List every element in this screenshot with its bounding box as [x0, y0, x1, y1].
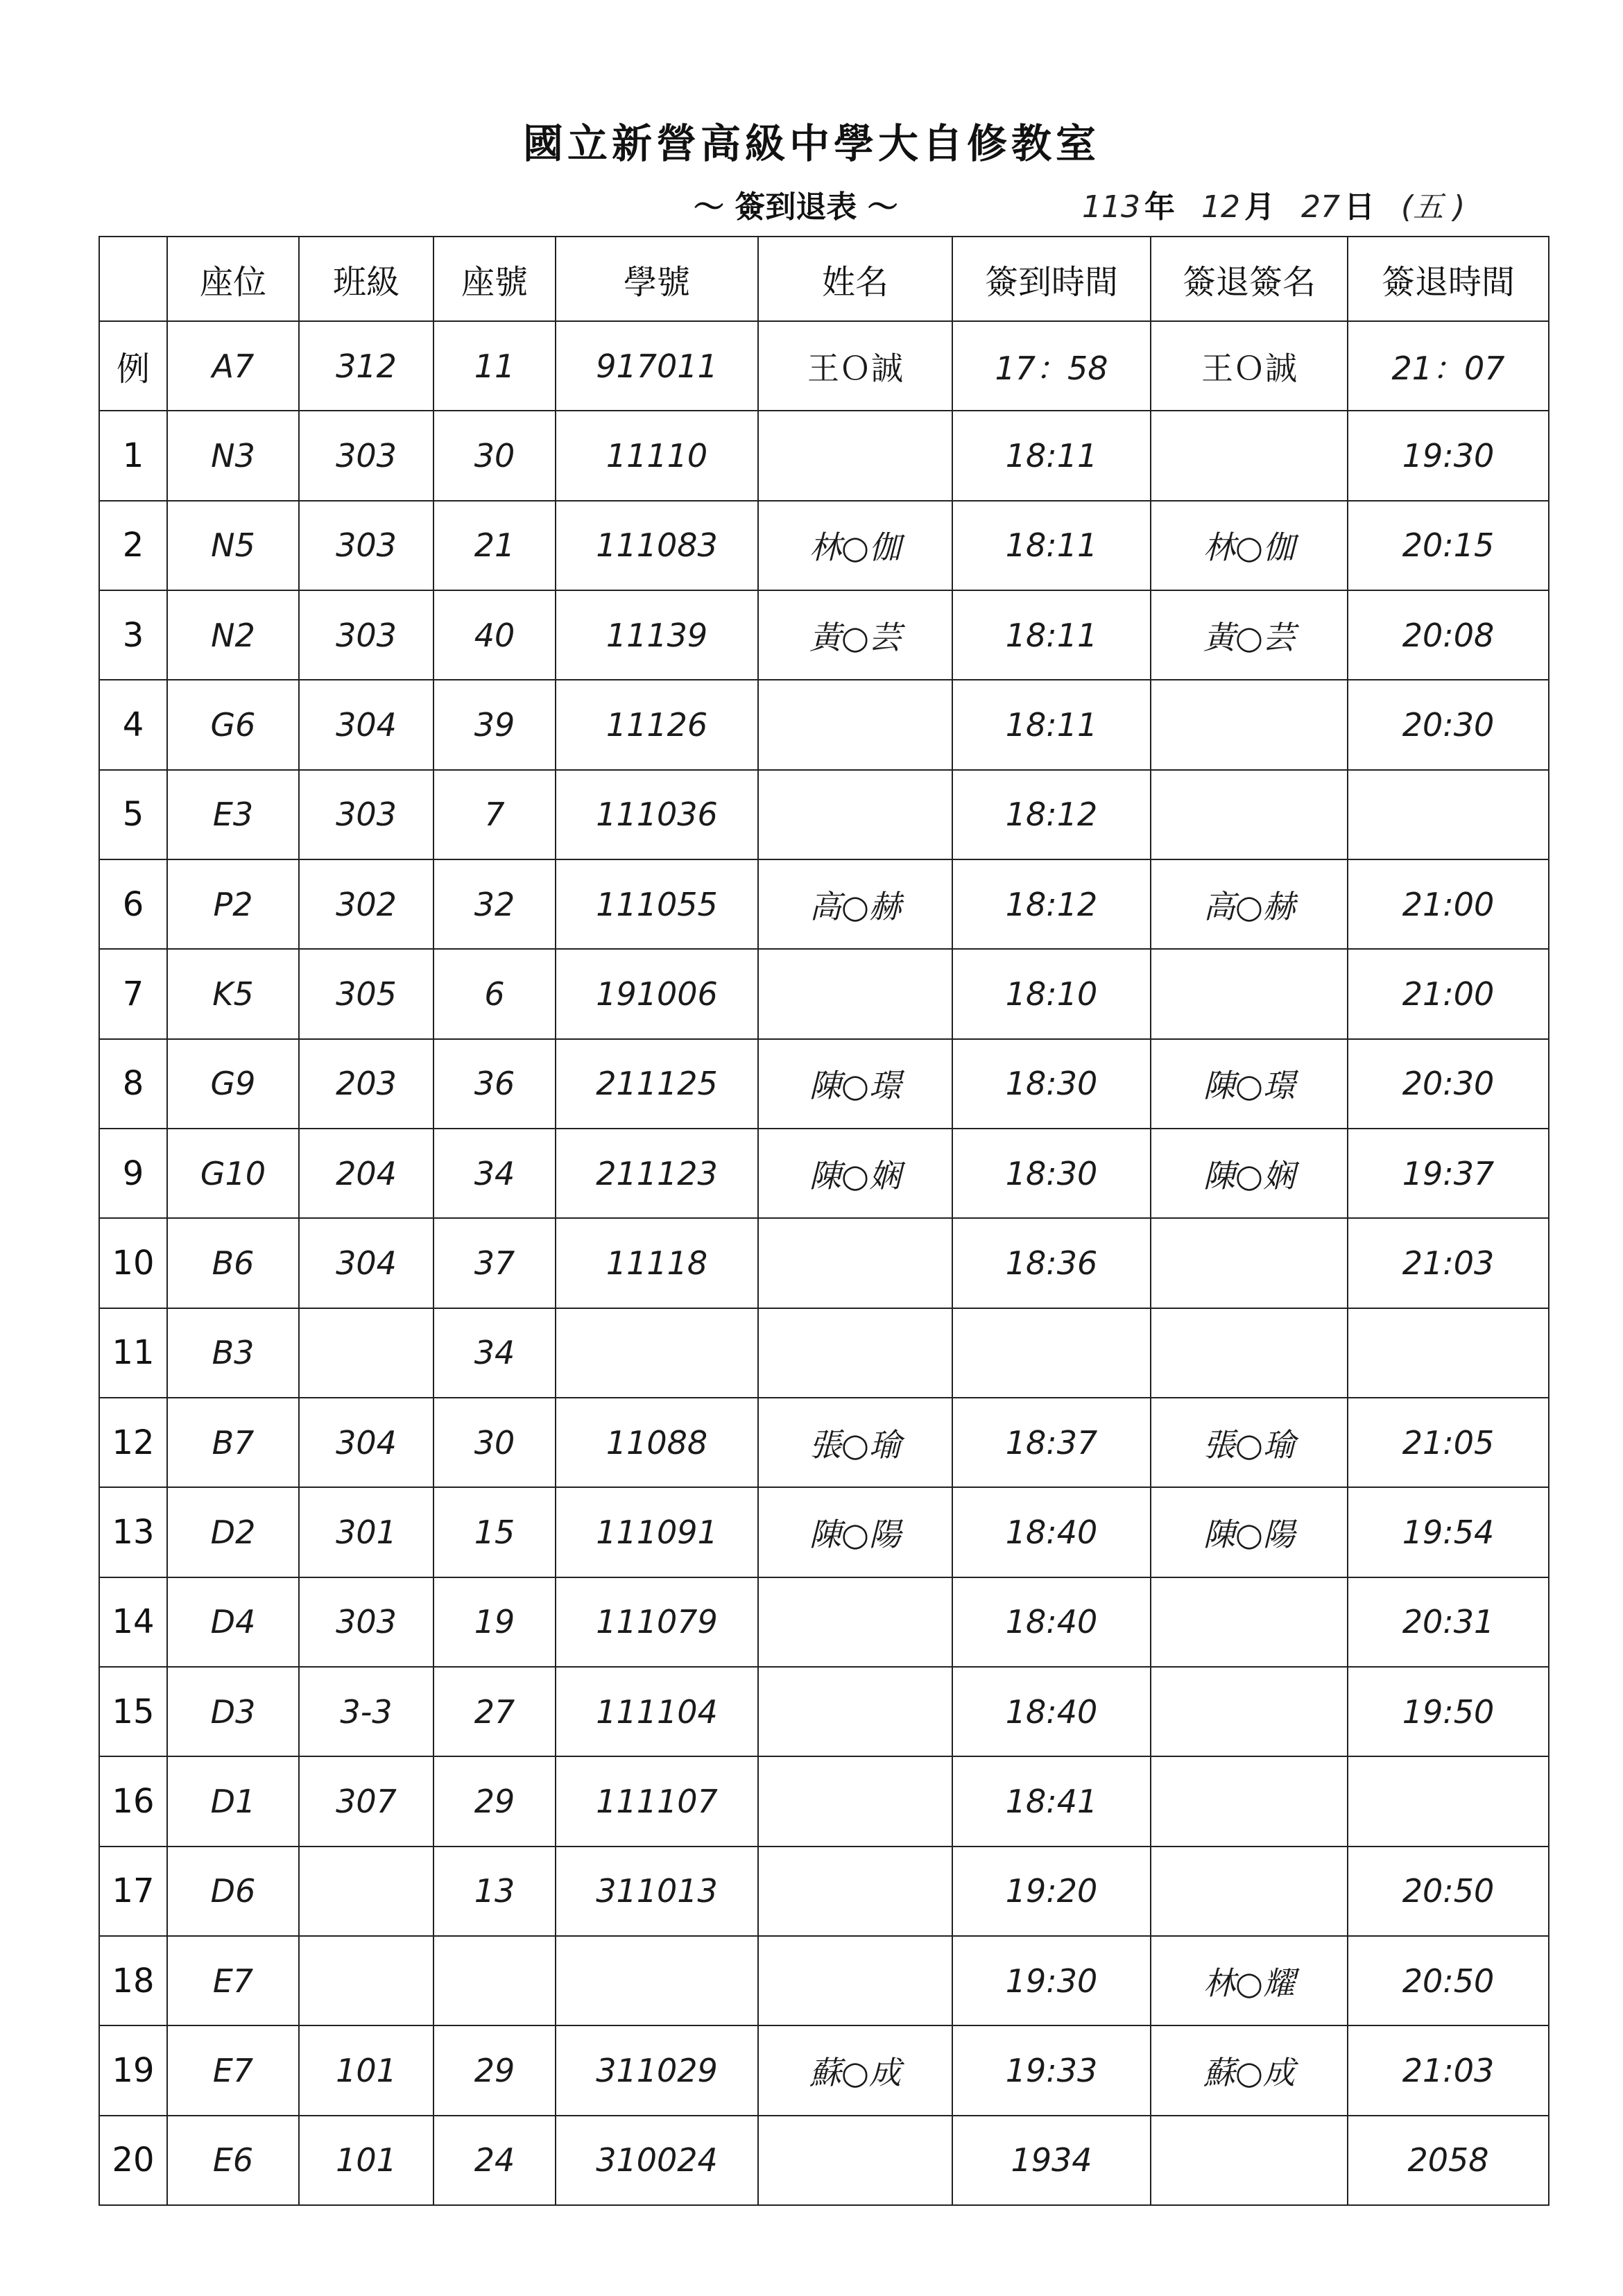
class-cell: 203 [299, 1039, 433, 1129]
class-cell [299, 1847, 433, 1936]
seat-number-cell: 6 [433, 949, 556, 1038]
sign-in-time-cell: 18:40 [952, 1487, 1151, 1577]
name-cell [758, 1936, 952, 2025]
sign-out-signature-cell: 黃○芸 [1151, 590, 1348, 680]
date-month: 12 [1201, 189, 1240, 225]
name-cell: 高○赫 [758, 859, 952, 949]
table-row [99, 1667, 1549, 1756]
class-cell: 307 [299, 1756, 433, 1846]
seat-cell: N3 [167, 411, 299, 500]
form-date [1082, 182, 1465, 226]
sign-out-time-cell: 21:03 [1348, 1218, 1549, 1308]
seat-number-cell: 39 [433, 680, 556, 769]
seat-cell: D2 [167, 1487, 299, 1577]
name-cell: 陳○陽 [758, 1487, 952, 1577]
sign-in-time-cell: 1934 [952, 2116, 1151, 2205]
sign-out-signature-cell: 林○耀 [1151, 1936, 1348, 2025]
sign-in-time-cell: 18:12 [952, 859, 1151, 949]
name-cell: 蘇○成 [758, 2025, 952, 2115]
sign-in-time-cell: 18:41 [952, 1756, 1151, 1846]
row-index: 5 [99, 770, 167, 859]
student-id-cell: 917011 [556, 321, 758, 411]
table-row [99, 1577, 1549, 1667]
seat-number-cell: 29 [433, 2025, 556, 2115]
date-month-label: 月 [1244, 189, 1275, 225]
sign-out-signature-cell [1151, 1218, 1348, 1308]
row-index: 例 [99, 321, 167, 411]
date-day: 27 [1300, 189, 1340, 225]
table-row [99, 411, 1549, 500]
table-row [99, 680, 1549, 769]
name-cell [758, 1218, 952, 1308]
seat-cell: D1 [167, 1756, 299, 1846]
class-cell: 303 [299, 590, 433, 680]
sign-in-time-cell: 18:37 [952, 1398, 1151, 1487]
table-row [99, 1039, 1549, 1129]
seat-number-cell: 34 [433, 1308, 556, 1398]
student-id-cell: 211125 [556, 1039, 758, 1129]
row-index: 7 [99, 949, 167, 1038]
header-index [99, 237, 167, 321]
name-cell [758, 770, 952, 859]
sign-in-time-cell [952, 1308, 1151, 1398]
sign-out-signature-cell: 高○赫 [1151, 859, 1348, 949]
row-index: 10 [99, 1218, 167, 1308]
seat-number-cell: 13 [433, 1847, 556, 1936]
sign-in-time-cell: 19:30 [952, 1936, 1151, 2025]
header-student-id: 學號 [556, 237, 758, 321]
name-cell [758, 1577, 952, 1667]
sign-out-signature-cell: 陳○璟 [1151, 1039, 1348, 1129]
sign-out-time-cell: 20:31 [1348, 1577, 1549, 1667]
sign-out-time-cell: 20:50 [1348, 1936, 1549, 2025]
sign-out-time-cell: 21:00 [1348, 859, 1549, 949]
student-id-cell: 111055 [556, 859, 758, 949]
table-row [99, 1756, 1549, 1846]
header-sign-out-time: 簽退時間 [1348, 237, 1549, 321]
date-weekday: (五 ) [1400, 189, 1466, 225]
sign-out-signature-cell [1151, 680, 1348, 769]
class-cell: 302 [299, 859, 433, 949]
table-row [99, 1308, 1549, 1398]
student-id-cell: 11139 [556, 590, 758, 680]
seat-number-cell: 30 [433, 1398, 556, 1487]
name-cell [758, 680, 952, 769]
class-cell: 304 [299, 1398, 433, 1487]
sign-in-time-cell: 18:10 [952, 949, 1151, 1038]
table-row [99, 2025, 1549, 2115]
sign-out-signature-cell [1151, 770, 1348, 859]
student-id-cell: 311029 [556, 2025, 758, 2115]
seat-cell: N2 [167, 590, 299, 680]
sign-out-time-cell: 20:15 [1348, 501, 1549, 590]
student-id-cell: 311013 [556, 1847, 758, 1936]
row-index: 19 [99, 2025, 167, 2115]
table-row [99, 1129, 1549, 1218]
seat-cell: E7 [167, 1936, 299, 2025]
class-cell: 204 [299, 1129, 433, 1218]
sign-out-signature-cell [1151, 1756, 1348, 1846]
subtitle-row [694, 182, 1568, 230]
table-row [99, 1218, 1549, 1308]
sign-out-signature-cell [1151, 949, 1348, 1038]
sign-out-signature-cell: 陳○陽 [1151, 1487, 1348, 1577]
row-index: 1 [99, 411, 167, 500]
seat-number-cell: 34 [433, 1129, 556, 1218]
header-class: 班級 [299, 237, 433, 321]
student-id-cell: 111079 [556, 1577, 758, 1667]
seat-number-cell: 29 [433, 1756, 556, 1846]
student-id-cell: 111036 [556, 770, 758, 859]
student-id-cell: 211123 [556, 1129, 758, 1218]
sign-out-signature-cell [1151, 411, 1348, 500]
seat-cell: A7 [167, 321, 299, 411]
class-cell: 101 [299, 2116, 433, 2205]
sign-out-time-cell: 21：07 [1348, 321, 1549, 411]
student-id-cell: 111083 [556, 501, 758, 590]
name-cell: 張○瑜 [758, 1398, 952, 1487]
sign-in-time-cell: 18:30 [952, 1129, 1151, 1218]
sign-out-time-cell: 20:08 [1348, 590, 1549, 680]
seat-cell: E6 [167, 2116, 299, 2205]
sign-in-time-cell: 18:11 [952, 501, 1151, 590]
seat-cell: B7 [167, 1398, 299, 1487]
name-cell: 陳○璟 [758, 1039, 952, 1129]
seat-cell: B6 [167, 1218, 299, 1308]
seat-number-cell: 21 [433, 501, 556, 590]
header-seat: 座位 [167, 237, 299, 321]
seat-number-cell: 27 [433, 1667, 556, 1756]
class-cell: 305 [299, 949, 433, 1038]
name-cell [758, 2116, 952, 2205]
example-row [99, 321, 1549, 411]
class-cell [299, 1308, 433, 1398]
seat-number-cell: 11 [433, 321, 556, 411]
sign-out-signature-cell [1151, 1847, 1348, 1936]
sign-in-time-cell: 18:11 [952, 680, 1151, 769]
sign-out-time-cell: 19:30 [1348, 411, 1549, 500]
seat-cell: D6 [167, 1847, 299, 1936]
seat-cell: G9 [167, 1039, 299, 1129]
row-index: 18 [99, 1936, 167, 2025]
date-year: 113 [1082, 189, 1140, 225]
seat-cell: G6 [167, 680, 299, 769]
row-index: 11 [99, 1308, 167, 1398]
seat-number-cell: 32 [433, 859, 556, 949]
sign-out-time-cell [1348, 1756, 1549, 1846]
name-cell [758, 949, 952, 1038]
header-name: 姓名 [758, 237, 952, 321]
table-row [99, 770, 1549, 859]
class-cell: 101 [299, 2025, 433, 2115]
class-cell: 303 [299, 770, 433, 859]
name-cell: 陳○娴 [758, 1129, 952, 1218]
sign-in-time-cell: 18:11 [952, 590, 1151, 680]
class-cell: 303 [299, 411, 433, 500]
sign-out-time-cell [1348, 1308, 1549, 1398]
table-row [99, 590, 1549, 680]
seat-number-cell: 24 [433, 2116, 556, 2205]
sign-out-signature-cell: 王Ｏ誠 [1151, 321, 1348, 411]
table-row [99, 501, 1549, 590]
seat-number-cell: 36 [433, 1039, 556, 1129]
sign-out-time-cell: 21:00 [1348, 949, 1549, 1038]
name-cell [758, 1308, 952, 1398]
sign-out-time-cell: 19:37 [1348, 1129, 1549, 1218]
header-seat-number: 座號 [433, 237, 556, 321]
sign-out-signature-cell [1151, 1577, 1348, 1667]
sign-in-table [98, 236, 1549, 2206]
sign-out-signature-cell [1151, 2116, 1348, 2205]
row-index: 9 [99, 1129, 167, 1218]
class-cell: 312 [299, 321, 433, 411]
student-id-cell [556, 1936, 758, 2025]
seat-number-cell: 40 [433, 590, 556, 680]
student-id-cell [556, 1308, 758, 1398]
seat-number-cell [433, 1936, 556, 2025]
name-cell: 林○伽 [758, 501, 952, 590]
table-row [99, 1936, 1549, 2025]
seat-cell: E3 [167, 770, 299, 859]
sign-out-signature-cell: 蘇○成 [1151, 2025, 1348, 2115]
student-id-cell: 11126 [556, 680, 758, 769]
table-row [99, 1847, 1549, 1936]
seat-number-cell: 37 [433, 1218, 556, 1308]
sign-in-time-cell: 19:33 [952, 2025, 1151, 2115]
sign-in-time-cell: 18:36 [952, 1218, 1151, 1308]
student-id-cell: 310024 [556, 2116, 758, 2205]
name-cell: 王Ｏ誠 [758, 321, 952, 411]
row-index: 17 [99, 1847, 167, 1936]
sign-in-time-cell: 18:11 [952, 411, 1151, 500]
table-row [99, 859, 1549, 949]
row-index: 14 [99, 1577, 167, 1667]
sign-out-signature-cell [1151, 1667, 1348, 1756]
class-cell: 301 [299, 1487, 433, 1577]
sign-out-signature-cell: 張○瑜 [1151, 1398, 1348, 1487]
seat-cell: B3 [167, 1308, 299, 1398]
sign-out-time-cell: 21:03 [1348, 2025, 1549, 2115]
student-id-cell: 11110 [556, 411, 758, 500]
row-index: 20 [99, 2116, 167, 2205]
name-cell [758, 1847, 952, 1936]
table-row [99, 1398, 1549, 1487]
sign-out-time-cell: 21:05 [1348, 1398, 1549, 1487]
name-cell [758, 1667, 952, 1756]
row-index: 6 [99, 859, 167, 949]
class-cell: 304 [299, 1218, 433, 1308]
sign-out-time-cell: 19:50 [1348, 1667, 1549, 1756]
sign-out-time-cell: 20:30 [1348, 680, 1549, 769]
sign-in-time-cell: 18:40 [952, 1577, 1151, 1667]
seat-cell: G10 [167, 1129, 299, 1218]
sign-out-signature-cell [1151, 1308, 1348, 1398]
class-cell: 3-3 [299, 1667, 433, 1756]
student-id-cell: 11088 [556, 1398, 758, 1487]
student-id-cell: 111104 [556, 1667, 758, 1756]
student-id-cell: 111091 [556, 1487, 758, 1577]
row-index: 2 [99, 501, 167, 590]
sign-in-time-cell: 18:12 [952, 770, 1151, 859]
sign-in-time-cell: 18:30 [952, 1039, 1151, 1129]
sign-out-time-cell: 20:50 [1348, 1847, 1549, 1936]
sign-in-time-cell: 17：58 [952, 321, 1151, 411]
table-header-row [99, 237, 1549, 321]
sign-in-time-cell: 19:20 [952, 1847, 1151, 1936]
row-index: 16 [99, 1756, 167, 1846]
name-cell: 黃○芸 [758, 590, 952, 680]
student-id-cell: 111107 [556, 1756, 758, 1846]
header-sign-in-time: 簽到時間 [952, 237, 1151, 321]
seat-cell: P2 [167, 859, 299, 949]
table-row [99, 2116, 1549, 2205]
sign-in-time-cell: 18:40 [952, 1667, 1151, 1756]
seat-cell: K5 [167, 949, 299, 1038]
form-subtitle: ～ 簽到退表 ～ [694, 189, 898, 225]
seat-cell: N5 [167, 501, 299, 590]
name-cell [758, 1756, 952, 1846]
sign-out-time-cell: 2058 [1348, 2116, 1549, 2205]
sign-out-signature-cell: 陳○娴 [1151, 1129, 1348, 1218]
sign-out-time-cell: 19:54 [1348, 1487, 1549, 1577]
row-index: 12 [99, 1398, 167, 1487]
date-day-label: 日 [1343, 189, 1375, 225]
class-cell: 304 [299, 680, 433, 769]
sign-out-time-cell: 20:30 [1348, 1039, 1549, 1129]
seat-cell: D4 [167, 1577, 299, 1667]
row-index: 8 [99, 1039, 167, 1129]
class-cell [299, 1936, 433, 2025]
class-cell: 303 [299, 501, 433, 590]
seat-cell: D3 [167, 1667, 299, 1756]
table-row [99, 949, 1549, 1038]
student-id-cell: 191006 [556, 949, 758, 1038]
class-cell: 303 [299, 1577, 433, 1667]
row-index: 4 [99, 680, 167, 769]
student-id-cell: 11118 [556, 1218, 758, 1308]
row-index: 3 [99, 590, 167, 680]
seat-cell: E7 [167, 2025, 299, 2115]
seat-number-cell: 15 [433, 1487, 556, 1577]
form-title: 國立新營高級中學大自修教室 [522, 120, 1100, 167]
sign-out-time-cell [1348, 770, 1549, 859]
seat-number-cell: 19 [433, 1577, 556, 1667]
name-cell [758, 411, 952, 500]
header-sign-out-signature: 簽退簽名 [1151, 237, 1348, 321]
seat-number-cell: 7 [433, 770, 556, 859]
sign-out-signature-cell: 林○伽 [1151, 501, 1348, 590]
table-row [99, 1487, 1549, 1577]
seat-number-cell: 30 [433, 411, 556, 500]
date-year-label: 年 [1144, 189, 1175, 225]
row-index: 13 [99, 1487, 167, 1577]
row-index: 15 [99, 1667, 167, 1756]
